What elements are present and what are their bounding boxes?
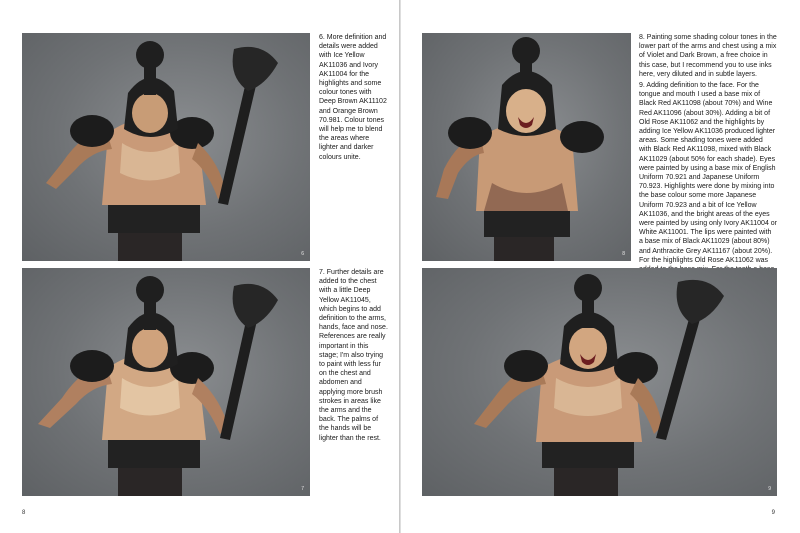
photo-number: 8: [622, 251, 625, 257]
step-photo-8: [422, 33, 631, 261]
page-number-left: 8: [22, 510, 26, 516]
step-7-paragraph: 7. Further details are added to the chest with a little Deep Yellow AK11045, which begins to add definition to the arms, hands, face and nose. References are really important in this stage; I'm also trying to paint with less fur on the chest and abdomen and applying more brush strokes in areas like the arms and the back. The palms of the hands will be lighter than the rest.: [319, 269, 388, 442]
miniature-bust-image: [422, 33, 631, 261]
photo-number: 6: [301, 251, 304, 257]
photo-number: 9: [768, 486, 771, 492]
miniature-bust-image: [22, 268, 310, 496]
left-page: [0, 0, 399, 533]
step-9-paragraph: 9. Adding definition to the face. For the tongue and mouth I used a base mix of Black Red AK11098 (about 70%) and Wine Red AK11096 (about 30%). Adding a bit of Old Rose AK11062 and the highlights by adding Ice Yellow AK11036 produced lighter areas. Some shading tones were added with Black Red AK11098, mixed with Black AK11029 (about 50% for each shade). Eyes were painted by using a base mix of English Uniform 70.921 and Japanese Uniform 70.923. Highlights were done by mixing into the base colour some more Japanese Uniform 70.923 and a bit of Ice Yellow AK11036, and the bright areas of the eyes were painted by using only Ivory AK11004 or White AK11001. The lips were painted with a base mix of Black AK11029 (about 80%) and Anthracite Grey AK11167 (about 20%). For the highlights Old Rose AK11062 was: [639, 82, 778, 264]
step-8-paragraph: 8. Painting some shading colour tones in the lower part of the arms and chest using a mix of Violet and Dark Brown, a free choice in this case, but I recommend you to use inks here, very diluted and in subtle layers.: [639, 34, 777, 78]
page-number-right: 9: [771, 510, 775, 516]
step-photo-9: [422, 268, 777, 496]
step-7-text: [319, 268, 389, 445]
step-photo-7: [22, 268, 310, 496]
photo-number: 7: [301, 486, 304, 492]
step-photo-6: [22, 33, 310, 261]
step-6-text: [319, 33, 389, 164]
miniature-bust-image: [422, 268, 777, 496]
step-6-paragraph: 6. More definition and details were added with Ice Yellow AK11036 and Ivory AK11004 for the highlights and some colour tones with Deep Brown AK11102 and Orange Brown 70.981. Colour tones will help me to blend the areas where lighter and darker colours unite.: [319, 34, 387, 161]
miniature-bust-image: [22, 33, 310, 261]
right-page: [401, 0, 800, 533]
